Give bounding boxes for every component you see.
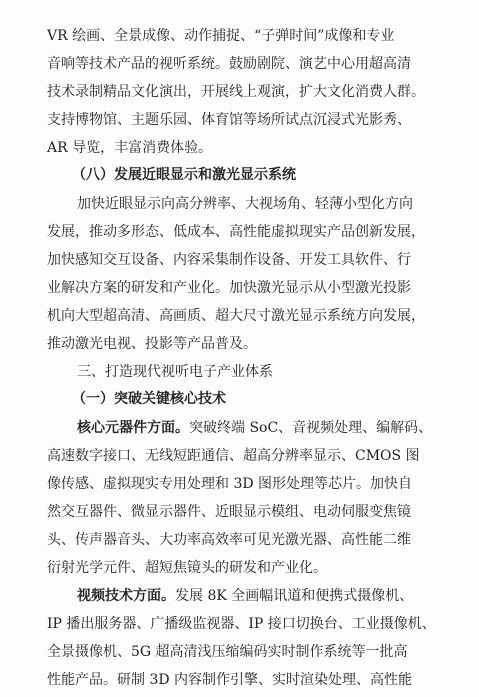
body-line: AR 导览，丰富消费体验。 [47, 140, 213, 156]
paragraph-text: 突破终端 SoC、音视频处理、编解码、 [189, 420, 433, 436]
body-line: 像传感、虚拟现实专用处理和 3D 图形处理等芯片。加快自 [47, 476, 413, 492]
paragraph-text: 发展 8K 全画幅讯道和便携式摄像机、 [175, 588, 414, 604]
body-line: IP 播出服务器、广播级监视器、IP 接口切换台、工业摄像机、 [47, 616, 436, 632]
paragraph-lead-core-components: 核心元器件方面。 [77, 420, 189, 436]
body-line: 头、传声器音头、大功率高效率可见光激光器、高性能二维 [47, 532, 411, 548]
body-line: 音响等技术产品的视听系统。鼓励剧院、演艺中心用超高清 [47, 56, 411, 72]
body-line: 支持博物馆、主题乐园、体育馆等场所试点沉浸式光影秀、 [47, 112, 411, 128]
body-line: 加快感知交互设备、内容采集制作设备、开发工具软件、行 [47, 252, 411, 268]
body-line: VR 绘画、全景成像、动作捕捉、“子弹时间”成像和专业 [47, 28, 395, 44]
body-line: 业解决方案的研发和产业化。加快激光显示从小型激光投影 [47, 280, 411, 296]
body-line: 全景摄像机、5G 超高清浅压缩编码实时制作系统等一批高 [47, 644, 408, 660]
body-line: 高速数字接口、无线短距通信、超高分辨率显示、CMOS 图 [47, 448, 420, 464]
body-line: 推动激光电视、投影等产品普及。 [47, 336, 257, 352]
body-line: 性能产品。研制 3D 内容制作引擎、实时渲染处理、高性能 [47, 672, 413, 688]
body-line: 然交互器件、微显示器件、近眼显示模组、电动伺服变焦镜 [47, 504, 411, 520]
body-line: 衍射光学元件、超短焦镜头的研发和产业化。 [47, 560, 327, 576]
body-line [0, 413, 479, 443]
body-line: 发展，推动多形态、低成本、高性能虚拟现实产品创新发展， [47, 224, 425, 240]
body-line [0, 581, 479, 611]
body-line: 技术录制精品文化演出，开展线上观演，扩大文化消费人群。 [47, 84, 425, 100]
paragraph-lead-video-tech: 视频技术方面。 [77, 588, 175, 604]
section-heading-1: （一）突破关键核心技术 [72, 391, 226, 407]
chapter-heading-3: 三、打造现代视听电子产业体系 [77, 364, 273, 380]
body-line: 机向大型超高清、高画质、超大尺寸激光显示系统方向发展， [47, 308, 425, 324]
body-line: 加快近眼显示向高分辨率、大视场角、轻薄小型化方向 [77, 196, 413, 212]
section-heading-8: （八）发展近眼显示和激光显示系统 [72, 167, 296, 183]
